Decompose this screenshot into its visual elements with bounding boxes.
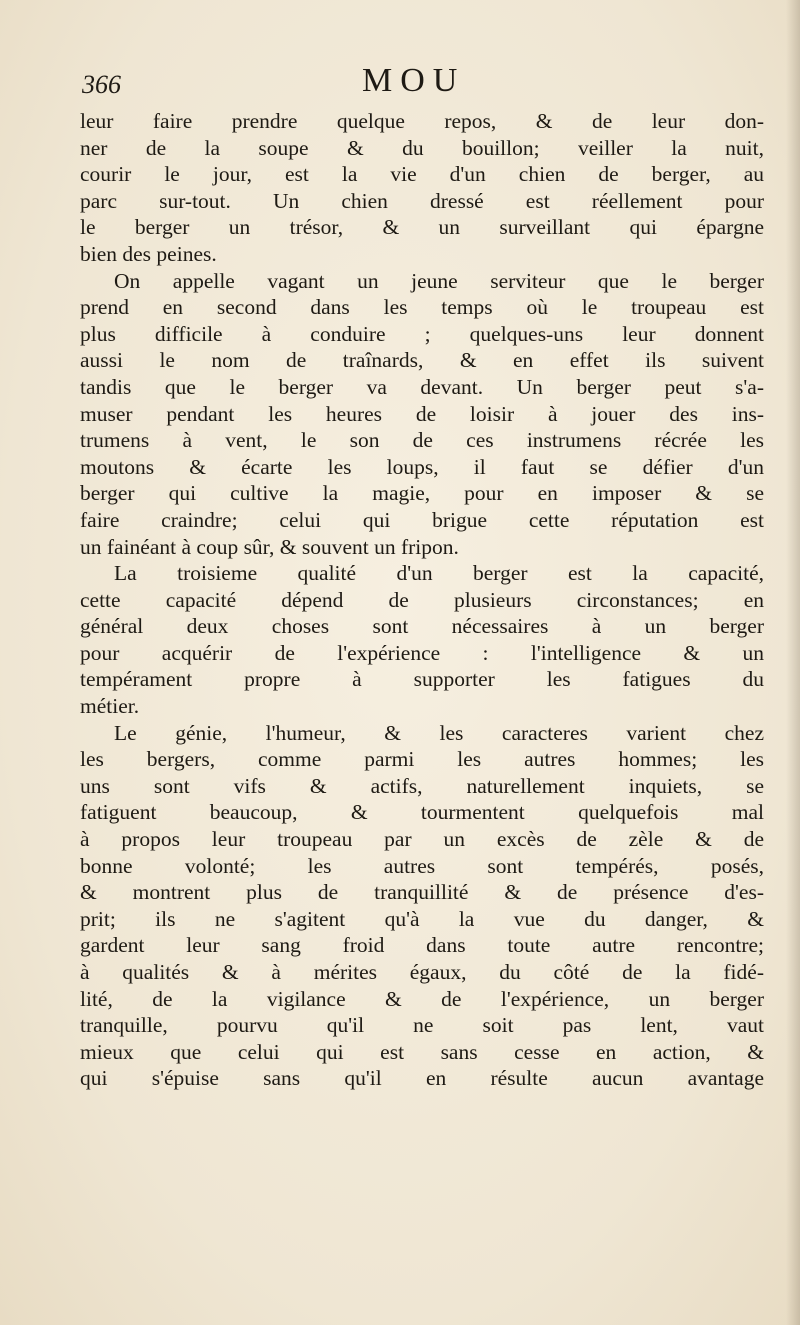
text-line: & montrent plus de tranquillité & de présence d'es- xyxy=(80,880,764,905)
text-line: leur faire prendre quelque repos, & de leur don- xyxy=(80,109,764,133)
text-line: muser pendant les heures de loisir à jouer des ins- xyxy=(80,401,764,426)
text-line: qui s'épuise sans qu'il en résulte aucun avantage xyxy=(80,1066,764,1091)
text-line: lité, de la vigilance & de l'expérience, un berger xyxy=(80,986,764,1011)
text-line: métier. xyxy=(80,694,140,719)
text-line: aussi le nom de traînards, & en effet ils suivent xyxy=(80,348,764,373)
text-line: prit; ils ne s'agitent qu'à la vue du danger, & xyxy=(80,906,764,931)
text-line: tandis que le berger va devant. Un berger peut s'a- xyxy=(80,374,764,399)
text-line: à propos leur troupeau par un excès de zèle & de xyxy=(80,827,764,852)
text-line: faire craindre; celui qui brigue cette réputation est xyxy=(80,507,764,532)
text-line: berger qui cultive la magie, pour en imposer & se xyxy=(80,481,764,506)
text-line: tempérament propre à supporter les fatigues du xyxy=(80,667,764,692)
text-line: fatiguent beaucoup, & tourmentent quelquefois mal xyxy=(80,800,764,825)
text-line: ner de la soupe & du bouillon; veiller la nuit, xyxy=(80,135,764,160)
text-line: Le génie, l'humeur, & les caracteres varient chez xyxy=(114,720,764,745)
text-line: La troisieme qualité d'un berger est la capacité, xyxy=(114,561,764,586)
text-line: mieux que celui qui est sans cesse en action, & xyxy=(80,1039,764,1064)
text-line: On appelle vagant un jeune serviteur que le berger xyxy=(114,268,764,293)
text-line: trumens à vent, le son de ces instrumens récrée les xyxy=(80,428,764,453)
text-line: plus difficile à conduire ; quelques-uns leur donnent xyxy=(80,321,764,346)
text-line: à qualités & à mérites égaux, du côté de la fidé- xyxy=(80,960,764,984)
text-line: général deux choses sont nécessaires à un berger xyxy=(80,614,764,639)
text-line: uns sont vifs & actifs, naturellement inquiets, se xyxy=(80,773,764,798)
page-number: 366 xyxy=(82,70,121,99)
text-line: tranquille, pourvu qu'il ne soit pas lent, vaut xyxy=(80,1013,764,1038)
text-line: moutons & écarte les loups, il faut se défier d'un xyxy=(80,454,764,479)
text-line: cette capacité dépend de plusieurs circonstances; en xyxy=(80,587,764,612)
text-line: le berger un trésor, & un surveillant qui épargne xyxy=(80,215,764,240)
running-head: MOU xyxy=(362,62,466,99)
page-header xyxy=(82,62,762,102)
body-text xyxy=(80,108,764,1092)
text-line: bien des peines. xyxy=(80,241,217,266)
text-line: courir le jour, est la vie d'un chien de berger, au xyxy=(80,162,764,187)
text-line: parc sur-tout. Un chien dressé est réellement pour xyxy=(80,188,764,213)
text-line: un fainéant à coup sûr, & souvent un fripon. xyxy=(80,534,459,559)
page-edge-shadow xyxy=(786,0,800,1325)
text-line: pour acquérir de l'expérience : l'intelligence & un xyxy=(80,640,764,665)
text-line: bonne volonté; les autres sont tempérés, posés, xyxy=(80,853,764,878)
text-line: les bergers, comme parmi les autres hommes; les xyxy=(80,747,764,772)
text-line: gardent leur sang froid dans toute autre rencontre; xyxy=(80,933,764,958)
text-line: prend en second dans les temps où le troupeau est xyxy=(80,295,764,320)
